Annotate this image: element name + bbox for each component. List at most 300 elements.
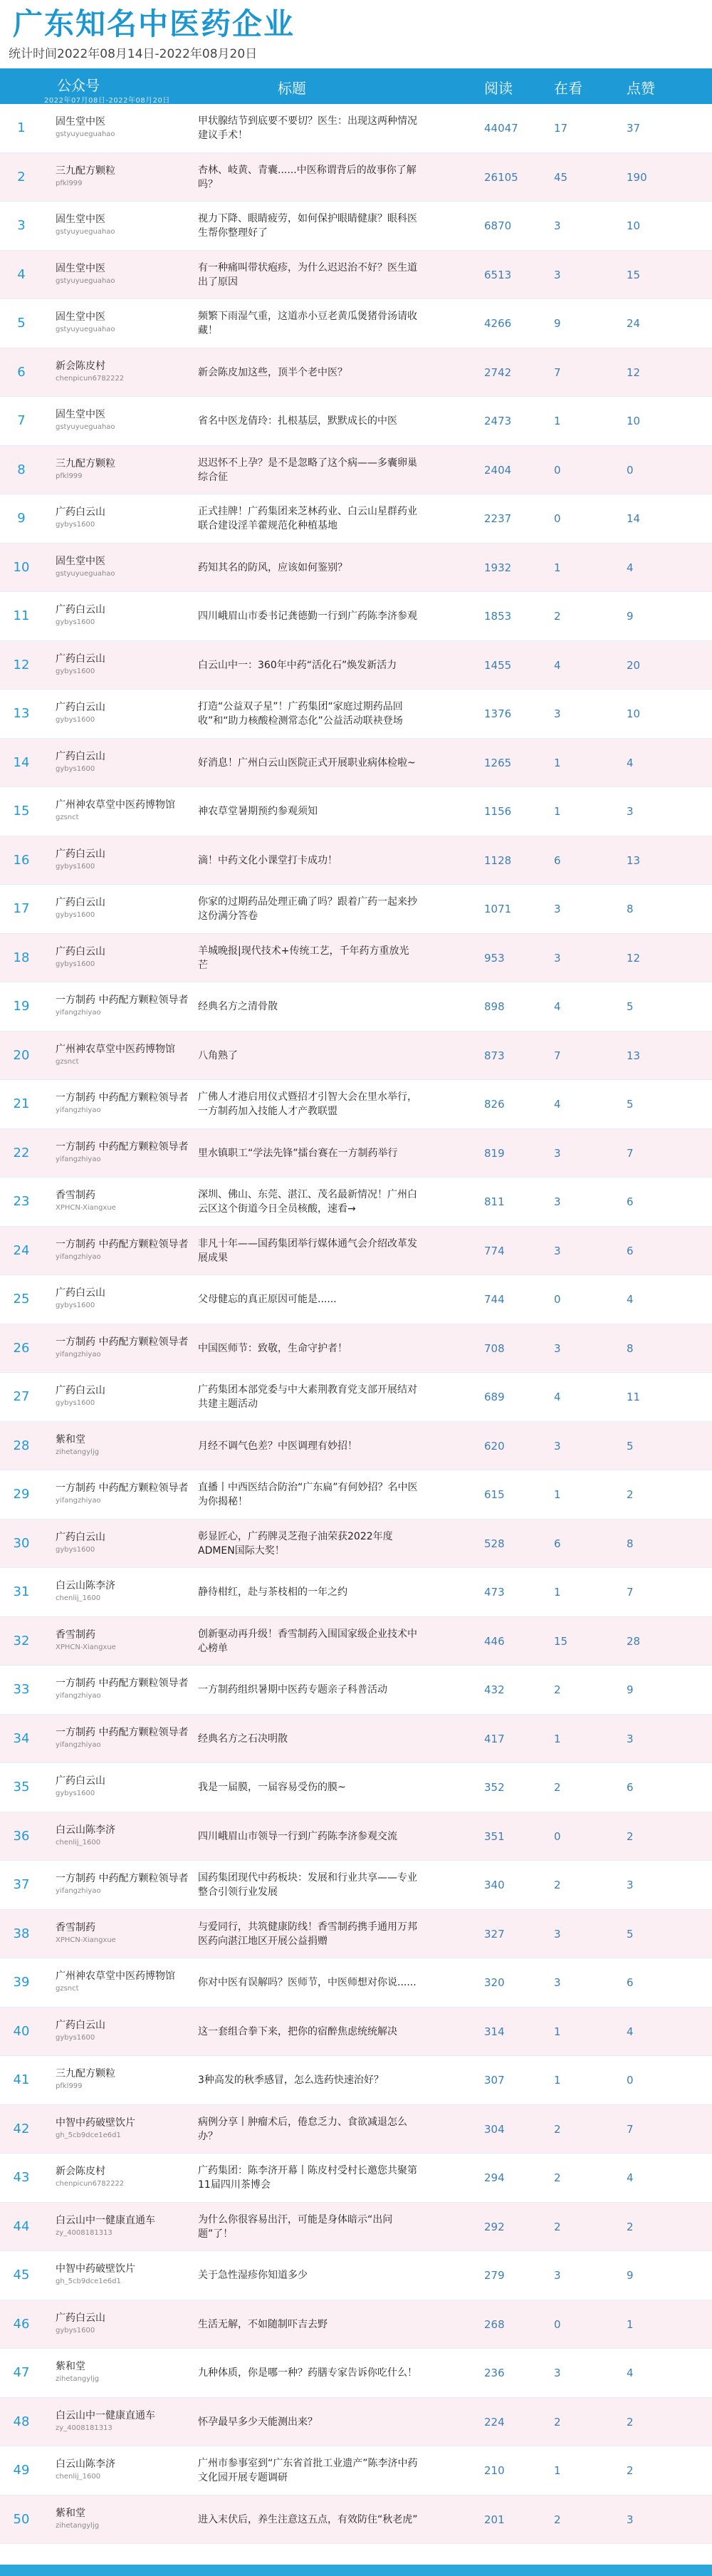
account-id: yifangzhiyao	[56, 1740, 101, 1749]
article-title-text: 直播丨中西医结合防治“广东扁”有何妙招？名中医为你揭秘！	[198, 1482, 418, 1508]
account-id: gstyuyueguahao	[56, 276, 115, 285]
rank-number: 23	[13, 1194, 30, 1209]
account-id: gybys1600	[56, 716, 95, 724]
article-title-text: 广药集团：陈李济开幕丨陈皮村受村长邀您共聚第11届四川茶博会	[198, 2165, 417, 2191]
account-id: gstyuyueguahao	[56, 228, 115, 236]
likes-count: 5	[627, 1098, 634, 1111]
article-title[interactable]	[198, 641, 419, 690]
article-title[interactable]	[198, 982, 419, 1032]
watching-count: 1	[554, 756, 561, 769]
article-title[interactable]	[198, 1861, 419, 1910]
account-cell	[56, 2360, 191, 2384]
table-row	[0, 1324, 712, 1373]
rank-number: 8	[17, 462, 26, 477]
table-row	[0, 494, 712, 544]
likes-count: 3	[627, 2513, 634, 2526]
article-title-text: 国药集团现代中药板块：发展和行业共享——专业整合引领行业发展	[198, 1872, 417, 1899]
article-title[interactable]	[198, 2251, 419, 2300]
account-name: 广药白云山	[56, 1775, 105, 1787]
article-title[interactable]	[198, 885, 419, 934]
article-title-text: 生活无解，不如随制吓吉去野	[198, 2318, 328, 2330]
table-row	[0, 1958, 712, 2008]
article-title-text: 经典名方之清骨散	[198, 1001, 278, 1013]
reads-count: 774	[484, 1244, 505, 1257]
account-id: gzsnct	[56, 1985, 79, 1993]
account-name: 广药白云山	[56, 2312, 105, 2324]
likes-count: 5	[627, 1927, 634, 1941]
article-title-text: 四川峨眉山市委书记龚德勤一行到广药陈李济参观	[198, 611, 417, 623]
account-id: gybys1600	[56, 521, 95, 529]
account-id: zihetangyljg	[56, 2521, 100, 2530]
watching-count: 1	[554, 805, 561, 818]
reads-count: 620	[484, 1439, 505, 1453]
account-id: chenpicun6782222	[56, 374, 125, 383]
rank-number: 12	[13, 657, 30, 672]
article-title-text: 四川峨眉山市领导一行到广药陈李济参观交流	[198, 1830, 397, 1842]
article-title-text: 有一种痛叫带状疱疹，为什么迟迟治不好？医生道出了原因	[198, 261, 417, 288]
article-title-text: 广佛人才港启用仪式暨招才引智大会在里水举行，一方制药加入技能人才产教联盟	[198, 1091, 417, 1118]
reads-count: 2404	[484, 463, 512, 477]
article-title[interactable]	[198, 1666, 419, 1715]
likes-count: 10	[627, 219, 641, 232]
account-cell	[56, 115, 191, 140]
table-row	[0, 934, 712, 983]
article-title[interactable]	[198, 104, 419, 153]
reads-count: 1156	[484, 805, 512, 818]
article-title-text: 经典名方之石决明散	[198, 1733, 288, 1745]
article-title[interactable]	[198, 2300, 419, 2349]
article-title-text: 正式挂牌！广药集团来芝林药业、白云山星群药业联合建设淫羊藿规范化种植基地	[198, 506, 417, 532]
rank-number: 16	[13, 852, 30, 868]
account-cell	[56, 750, 191, 774]
watching-count: 2	[554, 2122, 561, 2136]
likes-count: 9	[627, 1683, 634, 1696]
account-name: 一方制药 中药配方颗粒领导者	[56, 1726, 189, 1738]
likes-count: 0	[627, 2074, 634, 2087]
account-id: gstyuyueguahao	[56, 569, 115, 578]
rank-number: 40	[13, 2023, 30, 2039]
reads-count: 1265	[484, 756, 512, 769]
rank-number: 1	[17, 120, 26, 135]
article-title-text: 你对中医有误解吗？医师节，中医师想对你说......	[198, 1977, 417, 1989]
rank-number: 7	[17, 413, 26, 428]
article-title-text: 好消息！广州白云山医院正式开展职业病体检啦~	[198, 757, 416, 769]
article-title[interactable]	[198, 1958, 419, 2008]
article-title[interactable]	[198, 1812, 419, 1861]
watching-count: 4	[554, 1098, 561, 1111]
watching-count: 1	[554, 561, 561, 574]
likes-count: 3	[627, 1879, 634, 1891]
article-title[interactable]	[198, 2349, 419, 2398]
article-title[interactable]	[198, 836, 419, 886]
watching-count: 2	[554, 2415, 561, 2429]
account-cell	[56, 213, 191, 237]
account-id: gybys1600	[56, 2033, 95, 2042]
reads-count: 1128	[484, 853, 512, 867]
likes-count: 6	[627, 1244, 634, 1257]
article-title-text: 神农草堂暑期预约参观须知	[198, 806, 318, 818]
account-id: gzsnct	[56, 1057, 79, 1066]
reads-count: 826	[484, 1098, 505, 1111]
watching-count: 3	[554, 1146, 561, 1160]
article-title-text: 广药集团本部党委与中大素荆教育党支部开展结对共建主题活动	[198, 1384, 417, 1411]
table-row	[0, 592, 712, 641]
account-id: gybys1600	[56, 1545, 95, 1554]
account-cell	[56, 603, 191, 628]
account-id: pfkl999	[56, 179, 83, 187]
article-title[interactable]	[198, 934, 419, 983]
header-tag: 2022年07月08日-2022年08月20日	[44, 97, 170, 105]
account-id: chenlij_1600	[56, 1594, 101, 1602]
likes-count: 7	[627, 1586, 634, 1599]
likes-count: 6	[627, 1195, 634, 1208]
article-title-text: 静待柑红，赴与茶枝相的一年之约	[198, 1586, 347, 1599]
account-name: 广药白云山	[56, 848, 105, 860]
reads-count: 473	[484, 1586, 505, 1599]
watching-count: 7	[554, 365, 561, 379]
account-name: 三九配方颗粒	[56, 2068, 115, 2079]
table-row	[0, 2300, 712, 2349]
header-title: 标题	[278, 80, 306, 97]
likes-count: 37	[627, 122, 641, 135]
account-cell	[56, 1384, 191, 1408]
article-title[interactable]	[198, 787, 419, 836]
account-name: 广州神农草堂中医药博物馆	[56, 1043, 175, 1055]
article-title-text: 与爱同行，共筑健康防线！香雪制药携手通用万邦医药向湛江地区开展公益捐赠	[198, 1921, 417, 1947]
article-title[interactable]	[198, 251, 419, 300]
likes-count: 4	[627, 2171, 634, 2184]
likes-count: 3	[627, 1732, 634, 1745]
table-row	[0, 690, 712, 739]
likes-count: 8	[627, 903, 634, 915]
table-row	[0, 1080, 712, 1129]
article-title[interactable]	[198, 1275, 419, 1324]
account-id: yifangzhiyao	[56, 1887, 101, 1895]
reads-count: 352	[484, 1781, 505, 1794]
article-title[interactable]	[198, 1080, 419, 1129]
watching-count: 7	[554, 1049, 561, 1062]
account-id: yifangzhiyao	[56, 1252, 101, 1261]
account-cell	[56, 2507, 191, 2531]
article-title[interactable]	[198, 1227, 419, 1276]
table-row	[0, 202, 712, 251]
account-id: yifangzhiyao	[56, 1155, 101, 1163]
article-title[interactable]	[198, 397, 419, 446]
account-id: gybys1600	[56, 618, 95, 626]
reads-count: 4266	[484, 317, 512, 330]
watching-count: 3	[554, 951, 561, 965]
header-reads: 阅读	[484, 80, 513, 97]
article-title[interactable]	[198, 592, 419, 641]
rank-number: 50	[13, 2511, 30, 2527]
account-id: XPHCN-Xiangxue	[56, 1643, 116, 1651]
watching-count: 3	[554, 1244, 561, 1257]
account-cell	[56, 1921, 191, 1946]
account-name: 紫和堂	[56, 2507, 85, 2519]
article-title[interactable]	[198, 2056, 419, 2105]
account-name: 广药白云山	[56, 653, 105, 665]
rank-number: 10	[13, 559, 30, 575]
watching-count: 1	[554, 2025, 561, 2038]
table-row	[0, 2056, 712, 2105]
account-name: 新会陈皮村	[56, 360, 105, 372]
article-title-text: 我是一届膜，一届容易受伤的膜~	[198, 1782, 346, 1794]
rank-number: 6	[17, 364, 26, 380]
account-id: gybys1600	[56, 960, 95, 968]
table-row	[0, 1129, 712, 1178]
account-name: 固生堂中医	[56, 311, 105, 323]
account-id: chenlij_1600	[56, 1838, 101, 1847]
account-name: 广药白云山	[56, 604, 105, 616]
account-name: 白云山陈李济	[56, 1580, 115, 1591]
rank-number: 9	[17, 511, 26, 526]
account-cell	[56, 2312, 191, 2336]
account-id: gstyuyueguahao	[56, 130, 115, 138]
account-name: 紫和堂	[56, 1433, 85, 1445]
reads-count: 744	[484, 1293, 505, 1306]
reads-count: 320	[484, 1976, 505, 1989]
table-row	[0, 787, 712, 836]
article-title-text: 广州市参事室到“广东省首批工业遗产”陈李济中药文化园开展专题调研	[198, 2458, 418, 2484]
account-name: 一方制药 中药配方颗粒领导者	[56, 1141, 189, 1153]
rank-number: 41	[13, 2072, 30, 2087]
article-title[interactable]	[198, 299, 419, 348]
account-id: gybys1600	[56, 1399, 95, 1407]
account-id: gybys1600	[56, 1790, 95, 1797]
likes-count: 20	[627, 658, 641, 672]
watching-count: 2	[554, 1683, 561, 1696]
rank-number: 39	[13, 1975, 30, 1990]
table-row	[0, 1617, 712, 1666]
article-title-text: 为什么你很容易出汗，可能是身体暗示“出问题”了！	[198, 2213, 393, 2240]
article-title[interactable]	[198, 2203, 419, 2252]
article-title[interactable]	[198, 544, 419, 593]
article-title[interactable]	[198, 1032, 419, 1081]
article-title[interactable]	[198, 2446, 419, 2496]
watching-count: 3	[554, 1927, 561, 1941]
article-title[interactable]	[198, 1910, 419, 1959]
article-title-text: 这一套组合拳下来，把你的宿醉焦虑统统解决	[198, 2025, 397, 2037]
likes-count: 11	[627, 1391, 641, 1403]
article-title-text: 深圳、佛山、东莞、湛江、茂名最新情况！广州白云区这个街道今日全员核酸，速看→	[198, 1189, 417, 1215]
account-name: 一方制药 中药配方颗粒领导者	[56, 1678, 189, 1689]
account-cell	[56, 165, 191, 189]
account-cell	[56, 2214, 191, 2238]
table-row	[0, 446, 712, 495]
table-header	[0, 68, 712, 104]
article-title[interactable]	[198, 202, 419, 251]
watching-count: 3	[554, 1439, 561, 1453]
watching-count: 6	[554, 1537, 561, 1550]
reads-count: 340	[484, 1879, 505, 1891]
account-name: 固生堂中医	[56, 555, 105, 567]
account-id: yifangzhiyao	[56, 1106, 101, 1114]
likes-count: 4	[627, 2367, 634, 2379]
account-name: 白云山陈李济	[56, 2458, 115, 2470]
reads-count: 1932	[484, 561, 512, 574]
account-id: pfkl999	[56, 2082, 83, 2090]
account-name: 一方制药 中药配方颗粒领导者	[56, 994, 189, 1006]
rank-number: 37	[13, 1877, 30, 1892]
account-cell	[56, 1872, 191, 1896]
article-title[interactable]	[198, 739, 419, 788]
table-row	[0, 1715, 712, 1764]
rank-number: 25	[13, 1292, 30, 1307]
table-row	[0, 1520, 712, 1569]
likes-count: 5	[627, 1439, 634, 1453]
rank-number: 19	[13, 999, 30, 1014]
account-id: chenlij_1600	[56, 2473, 101, 2481]
rank-number: 3	[17, 218, 26, 233]
watching-count: 1	[554, 1732, 561, 1745]
likes-count: 8	[627, 1537, 634, 1550]
account-cell	[56, 506, 191, 530]
reads-count: 6870	[484, 219, 512, 232]
watching-count: 1	[554, 1586, 561, 1599]
account-cell	[56, 1970, 191, 1994]
article-title[interactable]	[198, 1129, 419, 1178]
account-id: zy_4008181313	[56, 2228, 112, 2237]
account-name: 固生堂中医	[56, 116, 105, 128]
rank-number: 49	[13, 2463, 30, 2478]
account-cell	[56, 457, 191, 482]
rank-number: 17	[13, 901, 30, 916]
rank-number: 21	[13, 1096, 30, 1111]
watching-count: 4	[554, 658, 561, 672]
likes-count: 9	[627, 2269, 634, 2282]
watching-count: 1	[554, 415, 561, 427]
account-cell	[56, 945, 191, 970]
rank-number: 14	[13, 754, 30, 770]
account-name: 香雪制药	[56, 1190, 95, 1201]
table-row	[0, 2105, 712, 2154]
account-cell	[56, 360, 191, 384]
likes-count: 8	[627, 1341, 634, 1355]
article-title[interactable]	[198, 690, 419, 739]
article-title[interactable]	[198, 348, 419, 398]
likes-count: 2	[627, 2415, 634, 2429]
account-id: zihetangyljg	[56, 2375, 100, 2383]
article-title-text: 彰显匠心，广药牌灵芝孢子油荣获2022年度ADMEN国际大奖！	[198, 1530, 393, 1557]
rank-number: 46	[13, 2316, 30, 2332]
article-title[interactable]	[198, 1617, 419, 1666]
table-row	[0, 2398, 712, 2447]
account-cell	[56, 262, 191, 286]
article-title[interactable]	[198, 446, 419, 495]
account-cell	[56, 994, 191, 1018]
reads-count: 314	[484, 2025, 505, 2038]
watching-count: 45	[554, 170, 568, 184]
header-likes: 点赞	[627, 80, 655, 97]
rank-number: 2	[17, 169, 26, 185]
table-row	[0, 2446, 712, 2496]
table-row	[0, 739, 712, 788]
watching-count: 3	[554, 219, 561, 232]
article-title[interactable]	[198, 2398, 419, 2447]
article-title-text: 父母健忘的真正原因可能是......	[198, 1294, 337, 1306]
account-cell	[56, 2458, 191, 2482]
article-title[interactable]	[198, 1373, 419, 1422]
account-cell	[56, 2263, 191, 2287]
account-id: gstyuyueguahao	[56, 423, 115, 431]
likes-count: 4	[627, 2025, 634, 2038]
account-name: 香雪制药	[56, 1629, 95, 1641]
article-title[interactable]	[198, 153, 419, 202]
likes-count: 2	[627, 2464, 634, 2477]
article-title[interactable]	[198, 2105, 419, 2154]
rank-number: 27	[13, 1389, 30, 1404]
account-id: gybys1600	[56, 667, 95, 675]
article-title[interactable]	[198, 494, 419, 544]
account-cell	[56, 1629, 191, 1653]
table-row	[0, 104, 712, 153]
reads-count: 432	[484, 1683, 505, 1696]
account-name: 一方制药 中药配方颗粒领导者	[56, 1092, 189, 1103]
account-id: gybys1600	[56, 2326, 95, 2334]
account-id: yifangzhiyao	[56, 1350, 101, 1359]
reads-count: 873	[484, 1049, 505, 1062]
likes-count: 10	[627, 415, 641, 427]
reads-count: 1071	[484, 903, 512, 915]
article-title[interactable]	[198, 1520, 419, 1569]
account-id: gh_5cb9dce1e6d1	[56, 2278, 121, 2285]
account-id: pfkl999	[56, 472, 83, 480]
account-id: XPHCN-Xiangxue	[56, 1204, 116, 1212]
article-title[interactable]	[198, 1470, 419, 1520]
watching-count: 0	[554, 1829, 561, 1843]
article-title-text: 九种体质，你是哪一种？药膳专家告诉你吃什么！	[198, 2367, 417, 2379]
rank-number: 15	[13, 804, 30, 819]
reads-count: 279	[484, 2269, 505, 2282]
table-row	[0, 1032, 712, 1081]
account-name: 固生堂中医	[56, 262, 105, 274]
reads-count: 953	[484, 951, 505, 965]
account-id: gh_5cb9dce1e6d1	[56, 2131, 121, 2139]
account-name: 一方制药 中药配方颗粒领导者	[56, 1238, 189, 1250]
reads-count: 268	[484, 2317, 505, 2331]
reads-count: 327	[484, 1927, 505, 1941]
likes-count: 7	[627, 2122, 634, 2136]
article-title[interactable]	[198, 1763, 419, 1812]
article-title[interactable]	[198, 2154, 419, 2203]
account-name: 紫和堂	[56, 2361, 85, 2372]
article-title[interactable]	[198, 1422, 419, 1471]
likes-count: 1	[627, 2317, 634, 2331]
article-title[interactable]	[198, 1568, 419, 1617]
article-title-text: 进入末伏后，养生注意这五点，有效防住“秋老虎”	[198, 2513, 418, 2525]
account-cell	[56, 1677, 191, 1701]
reads-count: 294	[484, 2171, 505, 2184]
article-title[interactable]	[198, 1324, 419, 1373]
watching-count: 1	[554, 2074, 561, 2087]
likes-count: 6	[627, 1976, 634, 1989]
article-title[interactable]	[198, 2008, 419, 2057]
account-name: 广州神农草堂中医药博物馆	[56, 1970, 175, 1982]
table-row	[0, 1275, 712, 1324]
account-id: yifangzhiyao	[56, 1009, 101, 1017]
article-title[interactable]	[198, 1178, 419, 1227]
table-row	[0, 1763, 712, 1812]
account-cell	[56, 2019, 191, 2043]
article-title[interactable]	[198, 2496, 419, 2545]
article-title[interactable]	[198, 1715, 419, 1764]
rank-number: 33	[13, 1682, 30, 1697]
account-id: gzsnct	[56, 814, 79, 821]
account-name: 新会陈皮村	[56, 2166, 105, 2177]
account-cell	[56, 408, 191, 432]
watching-count: 4	[554, 1391, 561, 1403]
rank-number: 38	[13, 1926, 30, 1941]
